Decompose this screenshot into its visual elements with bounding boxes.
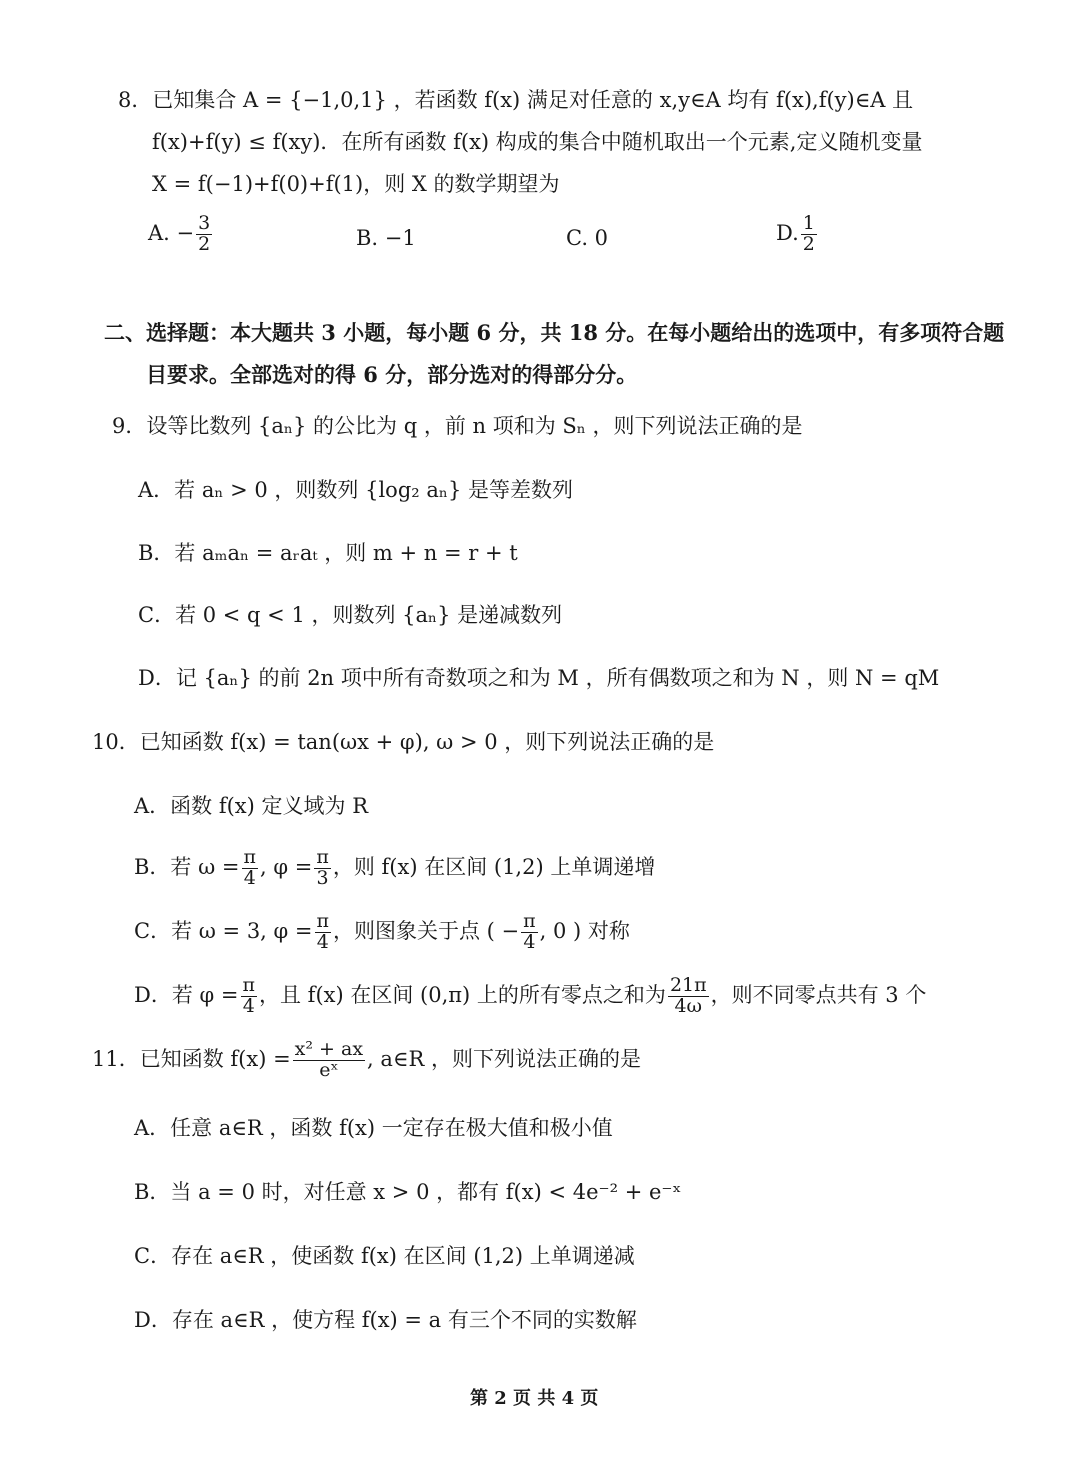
q10-d-mid: ，且 f(x) 在区间 (0,π) 上的所有零点之和为 [259,982,666,1007]
q11-stem-frac [293,1040,365,1081]
q11-stem-num: x² + ax [294,1038,364,1060]
q11-stem [92,1040,641,1081]
q10-d-num2: 21π [669,974,707,996]
q10-b-frac1 [242,848,259,889]
q10-b-frac2 [314,848,331,889]
q10-c-pre: C．若 ω = 3, φ = [134,918,313,943]
page-footer: 第 2 页 共 4 页 [470,1388,599,1409]
section2-heading-line2: 目要求。全部选对的得 6 分，部分选对的得部分分。 [146,362,638,387]
q9-option-a: A．若 aₙ > 0 ，则数列 {log₂ aₙ} 是等差数列 [138,478,574,502]
q11-option-c: C．存在 a∈R ，使函数 f(x) 在区间 (1,2) 上单调递减 [134,1244,635,1268]
q8-line1: 8．已知集合 A = {−1,0,1} ，若函数 f(x) 满足对任意的 x,y∈A 均有 f(x),f(y)∈A 且 [118,88,914,112]
q10-b-num2: π [316,846,329,868]
q10-option-c [134,912,630,953]
q8-line3: X = f(−1)+f(0)+f(1)，则 X 的数学期望为 [152,172,560,196]
q10-option-b [134,848,655,889]
q10-c-post: , 0 ) 对称 [539,918,630,943]
q10-b-den2: 3 [316,866,329,889]
q9-option-d: D．记 {aₙ} 的前 2n 项中所有奇数项之和为 M ，所有偶数项之和为 N ，则 N = qM [138,666,940,690]
q8-option-c: C. 0 [566,226,609,250]
q8-option-a-fraction [196,214,212,255]
q10-b-mid: , φ = [260,854,313,879]
q10-c-num1: π [316,910,329,932]
q8-option-d-fraction [801,214,817,255]
q10-b-pre: B．若 ω = [134,854,240,879]
section2-heading-line1: 二、选择题：本大题共 3 小题，每小题 6 分，共 18 分。在每小题给出的选项中，有多项符合题 [104,320,1005,345]
q10-c-den1: 4 [316,930,329,953]
q10-c-frac2 [521,912,538,953]
q11-stem-post: , a∈R ，则下列说法正确的是 [367,1046,641,1071]
q10-d-frac2 [668,976,709,1017]
q9-stem: 9．设等比数列 {aₙ} 的公比为 q ，前 n 项和为 Sₙ ，则下列说法正确的是 [112,414,803,438]
q8-option-a-prefix: A. − [148,220,195,245]
q9-option-c: C．若 0 < q < 1 ，则数列 {aₙ} 是递减数列 [138,603,563,627]
q10-stem: 10．已知函数 f(x) = tan(ωx + φ), ω > 0 ，则下列说法正确的是 [92,730,715,754]
q8-option-b: B. −1 [356,226,416,250]
q8-option-a-num: 3 [198,212,211,234]
q10-d-den1: 4 [242,994,255,1017]
q10-option-d [134,976,926,1017]
q8-option-a [148,214,214,255]
q10-b-num1: π [243,846,257,868]
q10-d-frac1 [241,976,258,1017]
q9-option-b: B．若 aₘaₙ = aᵣaₜ ，则 m + n = r + t [138,541,518,565]
q10-b-post: ，则 f(x) 在区间 (1,2) 上单调递增 [332,854,656,879]
q10-d-post: ，则不同零点共有 3 个 [710,982,927,1007]
q8-option-d-den: 2 [802,232,815,255]
q10-d-pre: D．若 φ = [134,982,239,1007]
q10-d-num1: π [242,974,255,996]
q8-option-d [776,214,819,255]
q11-stem-pre: 11．已知函数 f(x) = [92,1046,291,1071]
q8-line2: f(x)+f(y) ≤ f(xy)．在所有函数 f(x) 构成的集合中随机取出一个元素,定义随机变量 [152,130,923,154]
q8-option-a-den: 2 [198,232,211,255]
q10-c-frac1 [315,912,332,953]
q11-option-b: B．当 a = 0 时，对任意 x > 0 ，都有 f(x) < 4e⁻² + e⁻ˣ [134,1180,682,1204]
q8-option-d-prefix: D. [776,220,799,245]
q8-option-d-num: 1 [802,212,815,234]
q10-c-mid: ，则图象关于点 ( − [333,918,520,943]
q10-c-den2: 4 [523,930,536,953]
q11-option-a: A．任意 a∈R ，函数 f(x) 一定存在极大值和极小值 [134,1116,613,1140]
q11-stem-den: eˣ [319,1058,339,1081]
q10-option-a: A．函数 f(x) 定义域为 R [134,794,369,818]
q10-b-den1: 4 [243,866,256,889]
q11-option-d: D．存在 a∈R ，使方程 f(x) = a 有三个不同的实数解 [134,1308,637,1332]
q10-d-den2: 4ω [674,994,703,1017]
q10-c-num2: π [523,910,536,932]
